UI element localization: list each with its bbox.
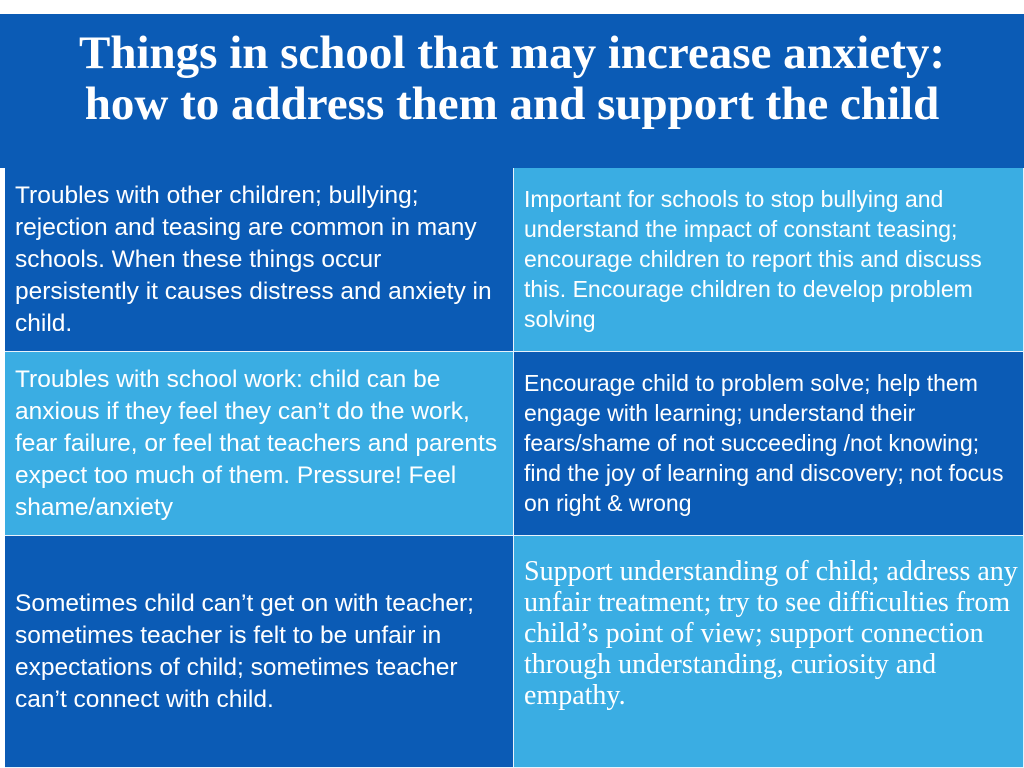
response-cell-bullying bbox=[514, 168, 1024, 352]
title-line-2: how to address them and support the child bbox=[84, 78, 940, 130]
response-cell-teacher bbox=[514, 536, 1024, 768]
response-text: Support understanding of child; address any unfair treatment; try to see difficulties from child’s point of view; support connection through understanding, curiosity and empathy. bbox=[524, 556, 1018, 711]
title-line-1: Things in school that may increase anxiety: bbox=[78, 27, 946, 79]
response-text: Important for schools to stop bullying and understand the impact of constant teasing; encourage children to report this and discuss this. Encourage children to develop problem solving bbox=[524, 186, 982, 332]
issue-text: Troubles with school work: child can be anxious if they feel they can’t do the work, fear failure, or feel that teachers and parents expect too much of them. Pressure! Feel shame/anxiety bbox=[15, 366, 498, 521]
issue-cell-teacher bbox=[5, 536, 514, 768]
page-title bbox=[12, 28, 1012, 130]
response-text: Encourage child to problem solve; help them engage with learning; understand their fears/shame of not succeeding /not knowing; find the joy of learning and discovery; not focus on right & wrong bbox=[524, 370, 1004, 516]
response-cell-school-work bbox=[514, 352, 1024, 536]
issue-cell-bullying bbox=[5, 168, 514, 352]
top-strip bbox=[0, 0, 1024, 14]
issue-text: Troubles with other children; bullying; rejection and teasing are common in many schools. When these things occur persistently it causes distress and anxiety in child. bbox=[15, 182, 492, 337]
content-table bbox=[5, 168, 1024, 768]
issue-cell-school-work bbox=[5, 352, 514, 536]
issue-text: Sometimes child can’t get on with teacher; sometimes teacher is felt to be unfair in expectations of child; sometimes teacher can’t connect with child. bbox=[15, 589, 474, 713]
title-banner bbox=[0, 14, 1024, 168]
